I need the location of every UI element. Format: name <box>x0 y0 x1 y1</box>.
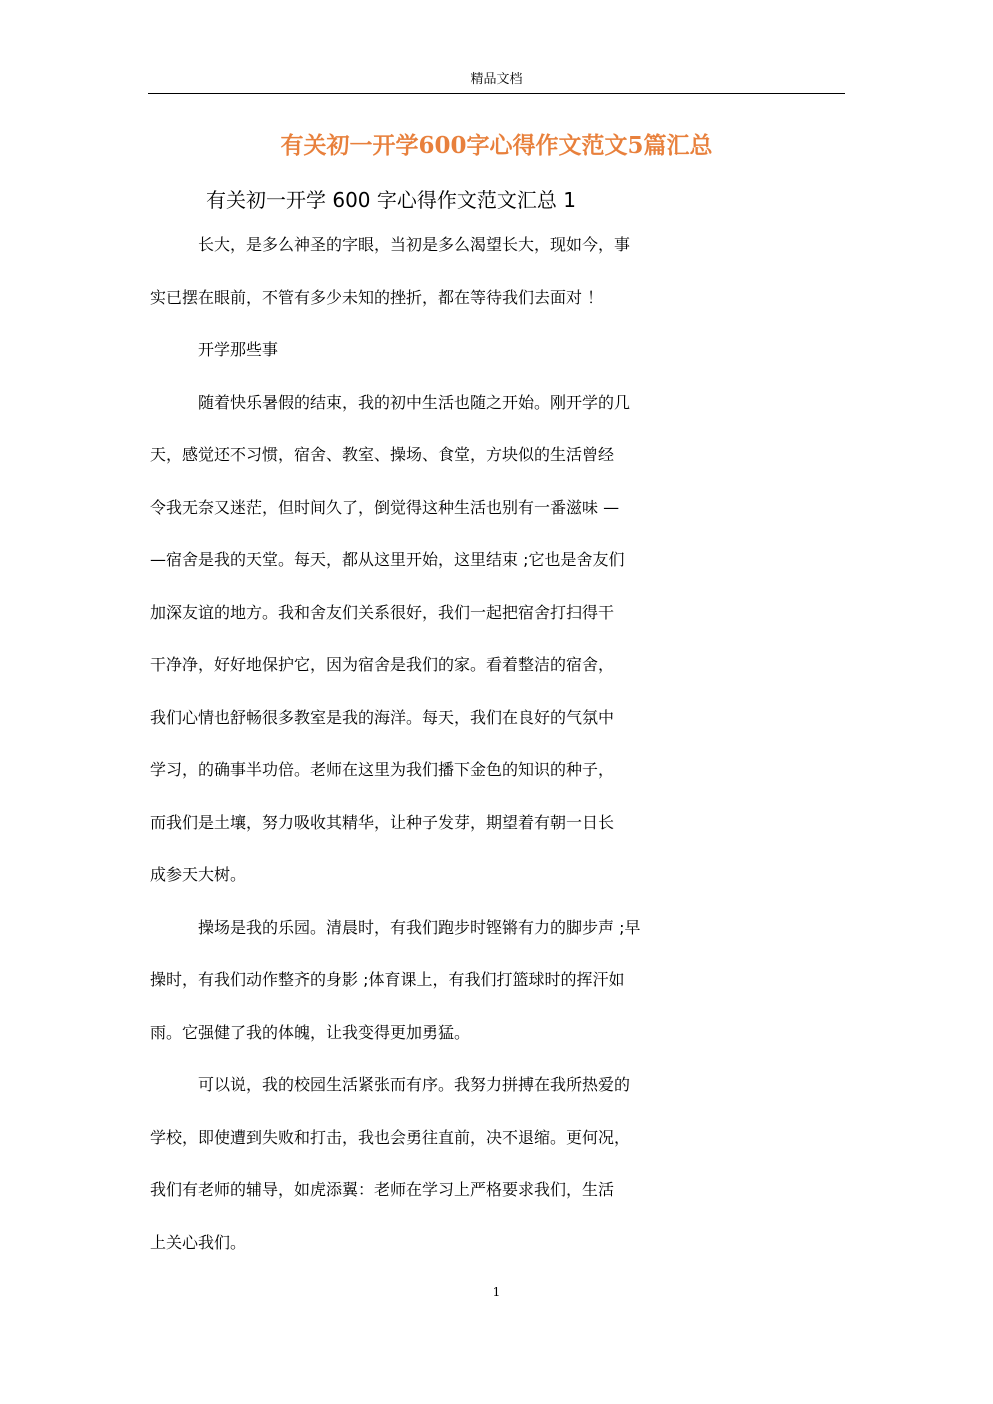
text-line: 可以说，我的校园生活紧张而有序。我努力拼搏在我所热爱的 <box>198 1075 631 1094</box>
text-line: 干净净，好好地保护它，因为宿舍是我们的家。看着整洁的宿舍， <box>150 655 615 674</box>
text-line: 学校，即使遭到失败和打击，我也会勇往直前，决不退缩。更何况， <box>150 1127 631 1147</box>
paragraph-heading <box>150 337 840 390</box>
text-line: 学习，的确事半功倍。老师在这里为我们播下金色的知识的种子， <box>150 760 615 779</box>
page-header: 精品文档 <box>470 72 523 87</box>
text-line: 操场是我的乐园。清晨时，有我们跑步时铿锵有力的脚步声 ;早 <box>198 917 641 937</box>
paragraph <box>150 390 840 915</box>
text-line: 上关心我们。 <box>150 1232 247 1252</box>
paragraph <box>150 915 840 1073</box>
text-line: 我们有老师的辅导，如虎添翼：老师在学习上严格要求我们，生活 <box>150 1180 615 1199</box>
text-line: 操时，有我们动作整齐的身影 ;体育课上，有我们打篮球时的挥汗如 <box>150 970 625 989</box>
text-line: —宿舍是我的天堂。每天，都从这里开始，这里结束 ;它也是舍友们 <box>150 550 625 569</box>
text-line: 天，感觉还不习惯，宿舍、教室、操场、食堂，方块似的生活曾经 <box>150 445 615 464</box>
text-line: 雨。它强健了我的体魄，让我变得更加勇猛。 <box>150 1022 471 1042</box>
text-line: 长大，是多么神圣的字眼，当初是多么渴望长大，现如今，事 <box>198 235 631 254</box>
text-line: 我们心情也舒畅很多教室是我的海洋。每天，我们在良好的气氛中 <box>150 707 615 727</box>
page-number: 1 <box>492 1285 501 1299</box>
text-line: 而我们是土壤，努力吸收其精华，让种子发芽，期望着有朝一日长 <box>150 812 615 832</box>
text-line: 成参天大树。 <box>150 865 247 884</box>
section-subtitle: 有关初一开学 600 字心得作文范文汇总 1 <box>206 188 576 212</box>
document-body <box>150 232 840 1282</box>
text-line: 加深友谊的地方。我和舍友们关系很好，我们一起把宿舍打扫得干 <box>150 602 615 622</box>
text-line: 令我无奈又迷茫，但时间久了，倒觉得这种生活也别有一番滋味 — <box>150 497 620 517</box>
document-title: 有关初一开学600字心得作文范文5篇汇总 <box>280 132 713 159</box>
paragraph <box>150 232 840 337</box>
text-line: 实已摆在眼前，不管有多少未知的挫折，都在等待我们去面对 ！ <box>150 287 604 307</box>
text-line: 开学那些事 <box>198 340 279 359</box>
header-divider <box>148 93 845 94</box>
text-line: 随着快乐暑假的结束，我的初中生活也随之开始。刚开学的几 <box>198 392 631 412</box>
paragraph <box>150 1072 840 1282</box>
